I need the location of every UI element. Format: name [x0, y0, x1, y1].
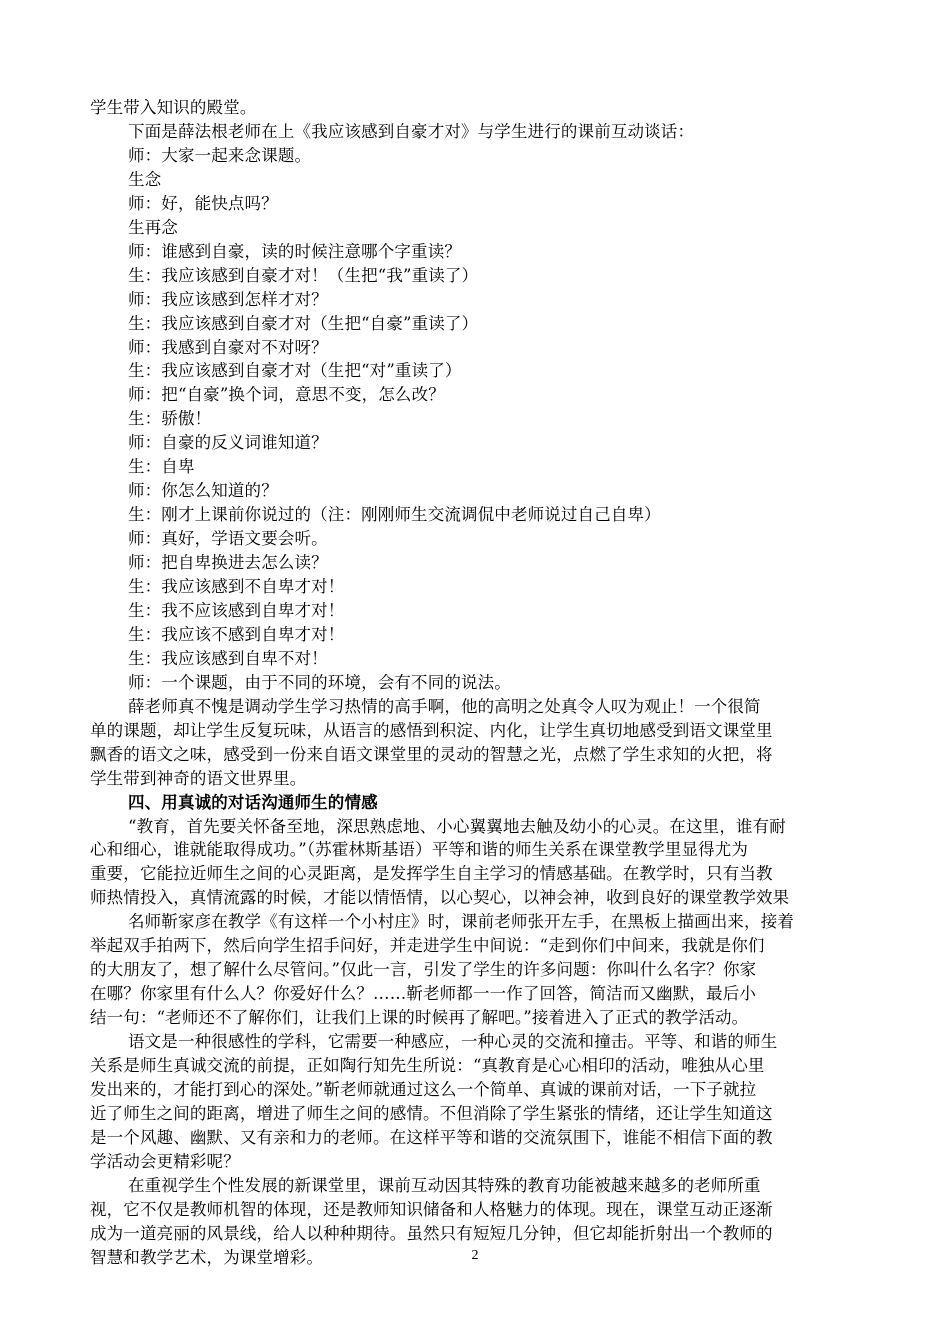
text-line: “教育，首先要关怀备至地，深思熟虑地、小心翼翼地去触及幼小的心灵。在这里，谁有耐 — [128, 816, 786, 836]
text-line: 生：我应该感到自卑不对！ — [128, 648, 328, 668]
text-line: 师：我应该感到怎样才对？ — [128, 289, 328, 309]
text-line: 生：我应该感到自豪才对（生把“自豪”重读了） — [128, 313, 479, 333]
text-line: 单的课题，却让学生反复玩味，从语言的感悟到积淀、内化，让学生真切地感受到语文课堂里 — [90, 720, 773, 740]
text-line: 智慧和教学艺术，为课堂增彩。 — [90, 1247, 324, 1267]
text-line: 飘香的语文之味，感受到一份来自语文课堂里的灵动的智慧之光，点燃了学生求知的火把，将 — [90, 744, 773, 764]
text-line: 师：把自卑换进去怎么读？ — [128, 553, 328, 573]
page-number: 2 — [471, 1248, 479, 1263]
text-line: 发出来的，才能打到心的深处。”靳老师就通过这么一个简单、真诚的课前对话，一下子就拉 — [90, 1079, 757, 1099]
text-line: 名师靳家彦在教学《有这样一个小村庄》时，课前老师张开左手，在黑板上描画出来，接着 — [128, 912, 794, 932]
section-heading: 四、用真诚的对话沟通师生的情感 — [128, 792, 378, 812]
text-line: 的大朋友了，想了解什么尽管问。”仅此一言，引发了学生的许多问题：你叫什么名字？你家 — [90, 960, 757, 980]
text-line: 重要，它能拉近师生之间的心灵距离，是发挥学生自主学习的情感基础。在教学时，只有当教 — [90, 864, 773, 884]
text-line: 成为一道亮丽的风景线，给人以种种期待。虽然只有短短几分钟，但它却能折射出一个教师的 — [90, 1223, 773, 1243]
text-line: 语文是一种很感性的学科，它需要一种感应，一种心灵的交流和撞击。平等、和谐的师生 — [128, 1032, 778, 1052]
text-line: 生再念 — [128, 217, 178, 237]
text-line: 师：大家一起来念课题。 — [128, 145, 312, 165]
text-line: 师：谁感到自豪，读的时候注意哪个字重读？ — [128, 241, 461, 261]
text-line: 在哪？你家里有什么人？你爱好什么？……靳老师都一一作了回答，简洁而又幽默，最后小 — [90, 984, 756, 1004]
text-line: 生：刚才上课前你说过的（注：刚刚师生交流调侃中老师说过自己自卑） — [128, 505, 661, 525]
text-line: 视，它不仅是教师机智的体现，还是教师知识储备和人格魅力的体现。现在，课堂互动正逐渐 — [90, 1199, 773, 1219]
text-line: 关系是师生真诚交流的前提，正如陶行知先生所说：“真教育是心心相印的活动，唯独从心里 — [90, 1056, 765, 1075]
text-line: 心和细心，谁就能取得成功。”（苏霍林斯基语）平等和谐的师生关系在课堂教学里显得尤为 — [90, 840, 749, 860]
text-line: 学活动会更精彩呢？ — [90, 1151, 240, 1171]
text-line: 生：骄傲！ — [128, 409, 212, 429]
text-line: 学生带入知识的殿堂。 — [90, 98, 257, 117]
text-line: 生：我应该感到自豪才对（生把“对”重读了） — [128, 361, 462, 381]
text-line: 生：我不应该感到自卑才对！ — [128, 600, 345, 620]
text-line: 师：真好，学语文要会听。 — [128, 529, 328, 549]
text-line: 生念 — [128, 169, 162, 189]
text-line: 师：我感到自豪对不对呀？ — [128, 337, 328, 357]
text-line: 生：自卑 — [128, 457, 195, 477]
text-line: 生：我应该不感到自卑才对！ — [128, 624, 345, 644]
text-line: 近了师生之间的距离，增进了师生之间的感情。不但消除了学生紧张的情绪，还让学生知道这 — [90, 1103, 773, 1123]
text-line: 在重视学生个性发展的新课堂里，课前互动因其特殊的教育功能被越来越多的老师所重 — [128, 1175, 761, 1195]
text-line: 举起双手拍两下，然后向学生招手问好，并走进学生中间说：“走到你们中间来，我就是你们 — [90, 936, 765, 956]
text-line: 下面是薛法根老师在上《我应该感到自豪才对》与学生进行的课前互动谈话： — [128, 121, 695, 141]
text-line: 师：自豪的反义词谁知道？ — [128, 433, 328, 453]
text-line: 师：一个课题，由于不同的环境，会有不同的说法。 — [128, 672, 511, 692]
text-line: 师：你怎么知道的？ — [128, 481, 278, 501]
text-line: 生：我应该感到自豪才对！（生把“我”重读了） — [128, 265, 479, 285]
text-line: 生：我应该感到不自卑才对！ — [128, 577, 345, 596]
text-line: 师：把“自豪”换个词，意思不变，怎么改？ — [128, 385, 445, 405]
text-line: 薛老师真不愧是调动学生学习热情的高手啊，他的高明之处真令人叹为观止！一个很简 — [128, 696, 761, 716]
text-line: 结一句：“老师还不了解你们，让我们上课的时候再了解吧。”接着进入了正式的教学活动。 — [90, 1008, 749, 1028]
text-line: 是一个风趣、幽默、又有亲和力的老师。在这样平等和谐的交流氛围下，谁能不相信下面的教 — [90, 1127, 773, 1147]
text-line: 师热情投入，真情流露的时候，才能以情悟情，以心契心，以神会神，收到良好的课堂教学效果 — [90, 888, 790, 908]
text-line: 师：好，能快点吗？ — [128, 193, 278, 213]
text-line: 学生带到神奇的语文世界里。 — [90, 768, 307, 788]
